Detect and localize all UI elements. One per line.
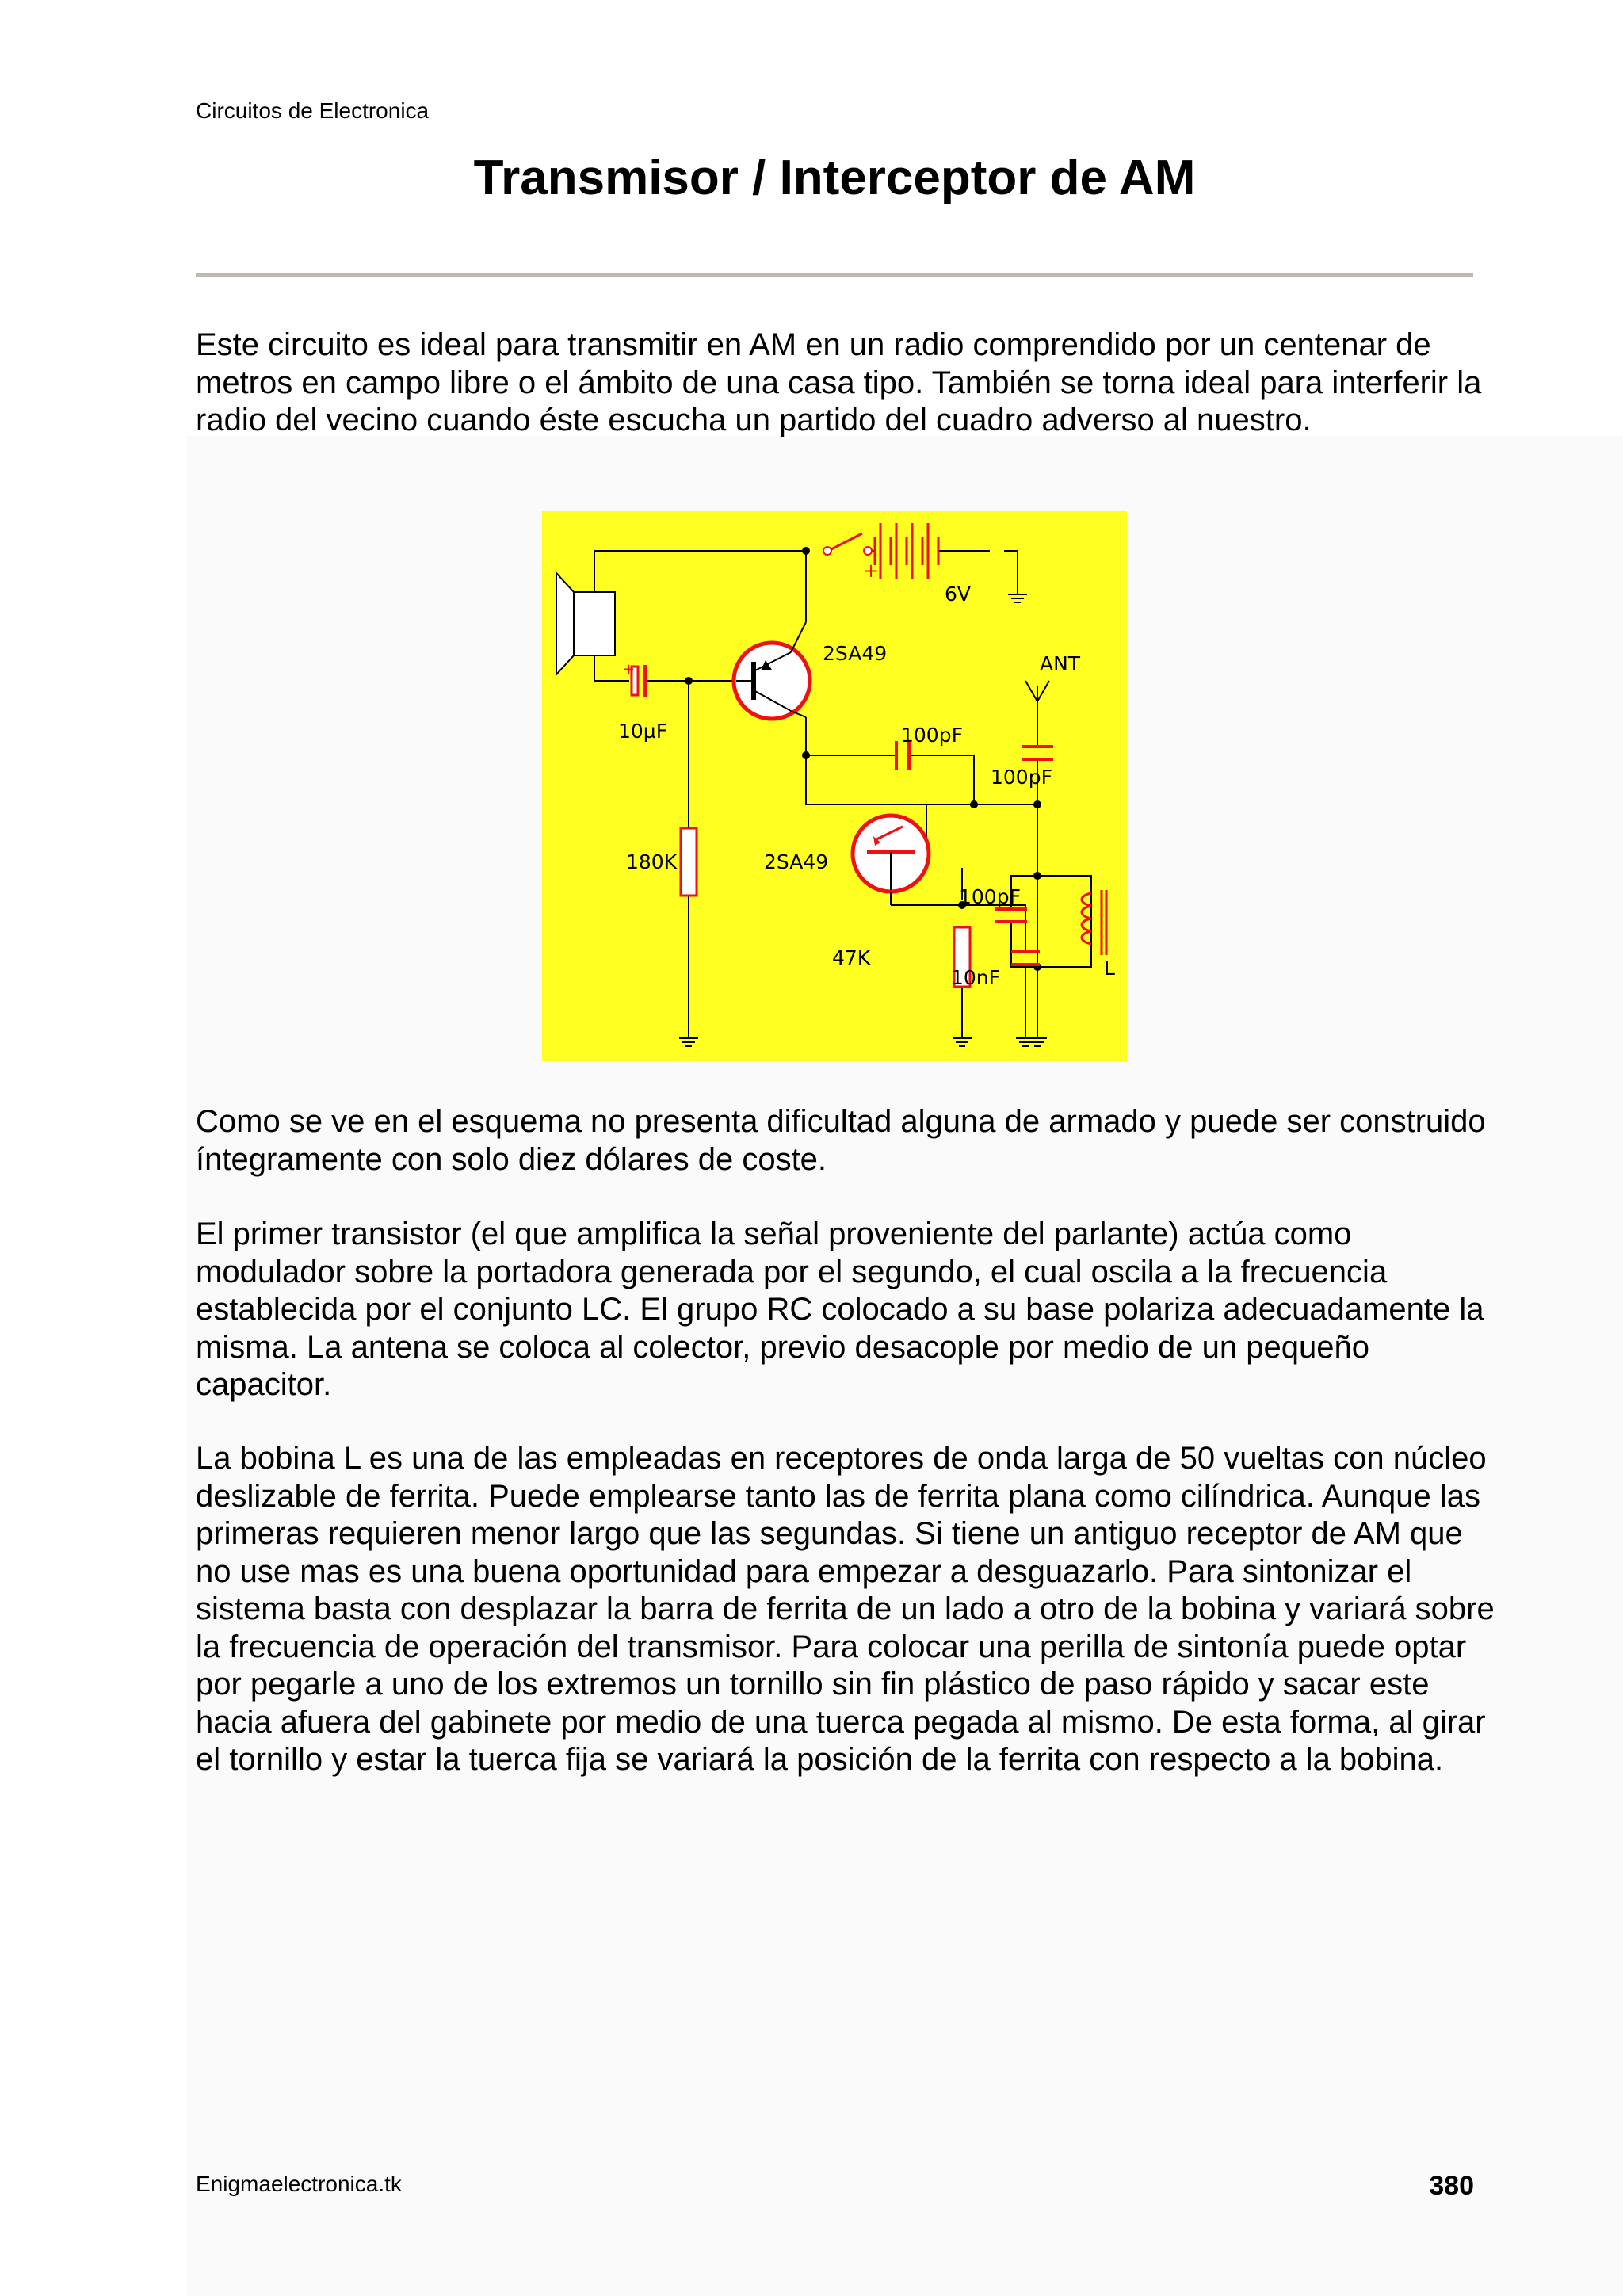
- paragraph-intro: Este circuito es ideal para transmitir en AM en un radio comprendido por un centenar de metros en campo libre o el ámbito de una casa tipo. También se torna ideal para interferir la radio del vecino cuando éste escucha un partido del cuadro adverso al nuestro.: [196, 327, 1482, 437]
- label-47k: 47K: [832, 946, 871, 969]
- label-180k: 180K: [626, 850, 678, 873]
- paragraph-coil: La bobina L es una de las empleadas en receptores de onda larga de 50 vueltas con núcleo deslizable de ferrita. Puede emplearse tanto las de ferrita plana como cilíndrica. Aunque las primeras requieren menor largo que las segundas. Si tiene un antiguo receptor de AM que no use mas es una buena oportunidad para empezar a desguazarlo. Para sintonizar el sistema basta con desplazar la barra de ferrita de un lado a otro de la bobina y variará sobre la frecuencia de operación del transmisor. Para colocar una perilla de sintonía puede optar por pegarle a uno de los extremos un tornillo sin fin plástico de paso rápido y sacar este hacia afuera del gabinete por medio de una tuerca pegada al mismo. De esta forma, al girar el tornillo y estar la tuerca fija se variará la posición de la ferrita con respecto a la bobina.: [196, 1441, 1495, 1777]
- label-10nf: 10nF: [951, 966, 1001, 989]
- label-cap-plus: +: [623, 661, 636, 678]
- circuit-diagram: [542, 511, 1127, 1061]
- label-coil: L: [1104, 957, 1115, 980]
- label-100pf-feedback: 100pF: [901, 724, 963, 747]
- label-transistor-2: 2SA49: [764, 850, 829, 873]
- page-number: 380: [1429, 2171, 1474, 2201]
- label-10uf: 10µF: [618, 720, 668, 743]
- label-6v: 6V: [945, 583, 972, 606]
- footer-site: Enigmaelectronica.tk: [196, 2172, 402, 2196]
- page-title: Transmisor / Interceptor de AM: [473, 151, 1196, 205]
- label-100pf-antenna: 100pF: [991, 766, 1052, 789]
- resistor-180k: [681, 828, 697, 896]
- label-100pf-tank: 100pF: [959, 885, 1021, 908]
- label-transistor-1: 2SA49: [823, 642, 888, 665]
- label-antenna: ANT: [1040, 652, 1081, 675]
- label-battery-plus: +: [863, 560, 880, 582]
- title-divider: [196, 273, 1473, 277]
- paragraph-assembly: Como se ve en el esquema no presenta dificultad alguna de armado y puede ser construido íntegramente con solo diez dólares de coste.: [196, 1104, 1486, 1177]
- paragraph-operation: El primer transistor (el que amplifica la señal proveniente del parlante) actúa como modulador sobre la portadora generada por el segundo, el cual oscila a la frecuencia establecida por el conjunto LC. El grupo RC colocado a su base polariza adecuadamente la misma. La antena se coloca al colector, previo desacople por medio de un pequeño capacitor.: [196, 1217, 1484, 1402]
- book-title: Circuitos de Electronica: [196, 98, 430, 123]
